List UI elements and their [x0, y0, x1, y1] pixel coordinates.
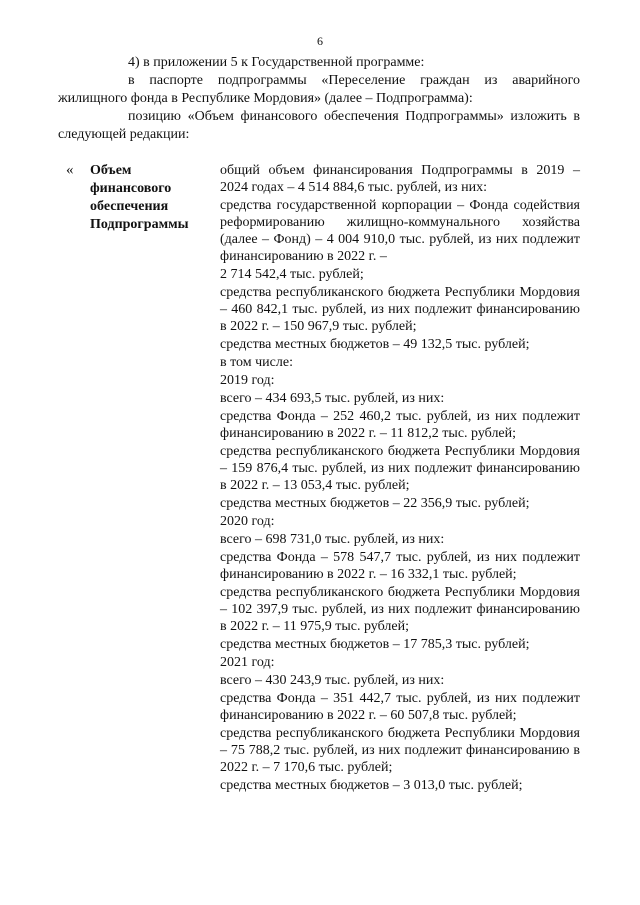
opening-quote-mark: « [66, 162, 74, 178]
financing-paragraph: в том числе: [220, 355, 293, 370]
position-label [90, 162, 210, 234]
financing-paragraph: общий объем финансирования Подпрограммы в 2019 – 2024 годах – 4 514 884,6 тыс. рублей, из них: [220, 163, 580, 195]
financing-paragraph: средства Фонда – 252 460,2 тыс. рублей, из них подлежит финансированию в 2022 г. – 11 812,2 тыс. рублей; [220, 409, 580, 441]
position-label-line: Объем [90, 163, 132, 178]
financing-paragraph: средства республиканского бюджета Республики Мордовия – 460 842,1 тыс. рублей, из них подлежит финансированию в 2022 г. – 150 967,9 тыс. рублей; [220, 285, 580, 334]
financing-paragraph: всего – 434 693,5 тыс. рублей, из них: [220, 391, 445, 406]
financing-paragraph: средства Фонда – 578 547,7 тыс. рублей, из них подлежит финансированию в 2022 г. – 16 332,1 тыс. рублей; [220, 550, 580, 582]
financing-paragraph: средства республиканского бюджета Республики Мордовия – 102 397,9 тыс. рублей, из них подлежит финансированию в 2022 г. – 11 975,9 тыс. рублей; [220, 585, 580, 634]
financing-paragraph: средства местных бюджетов – 17 785,3 тыс. рублей; [220, 637, 530, 652]
financing-paragraph: средства республиканского бюджета Республики Мордовия – 75 788,2 тыс. рублей, из них подлежит финансированию в 2022 г. – 7 170,6 тыс. рублей; [220, 726, 580, 775]
financing-paragraph: средства государственной корпорации – Фонда содействия реформированию жилищно-коммунального хозяйства (далее – Фонд) – 4 004 910,0 тыс. рублей, из них подлежит финансированию в 2022 г. – [220, 198, 580, 264]
intro-passport-text: в паспорте подпрограммы «Переселение граждан из аварийного жилищного фонда в Республике Мордовия» (далее – Подпрограмма): [58, 73, 580, 106]
intro-item-4: 4) в приложении 5 к Государственной программе: [128, 55, 425, 70]
year-heading: 2019 год: [220, 373, 275, 388]
intro-block [58, 54, 580, 144]
financing-paragraph: всего – 698 731,0 тыс. рублей, из них: [220, 532, 445, 547]
financing-paragraph: всего – 430 243,9 тыс. рублей, из них: [220, 673, 445, 688]
page-number: 6 [317, 34, 323, 48]
financing-paragraph: средства местных бюджетов – 49 132,5 тыс. рублей; [220, 337, 530, 352]
financing-paragraph: средства местных бюджетов – 22 356,9 тыс. рублей; [220, 496, 530, 511]
financing-paragraph: средства Фонда – 351 442,7 тыс. рублей, из них подлежит финансированию в 2022 г. – 60 507,8 тыс. рублей; [220, 691, 580, 723]
financing-content [220, 162, 580, 795]
financing-paragraph: средства республиканского бюджета Республики Мордовия – 159 876,4 тыс. рублей, из них подлежит финансированию в 2022 г. – 13 053,4 тыс. рублей; [220, 444, 580, 493]
year-heading: 2021 год: [220, 655, 275, 670]
year-heading: 2020 год: [220, 514, 275, 529]
intro-position-text: позицию «Объем финансового обеспечения Подпрограммы» изложить в следующей редакции: [58, 109, 580, 142]
position-label-line: финансового [90, 181, 172, 196]
financing-paragraph: средства местных бюджетов – 3 013,0 тыс. рублей; [220, 778, 523, 793]
position-label-line: Подпрограммы [90, 217, 189, 232]
financing-paragraph: 2 714 542,4 тыс. рублей; [220, 267, 364, 282]
position-label-line: обеспечения [90, 199, 169, 214]
